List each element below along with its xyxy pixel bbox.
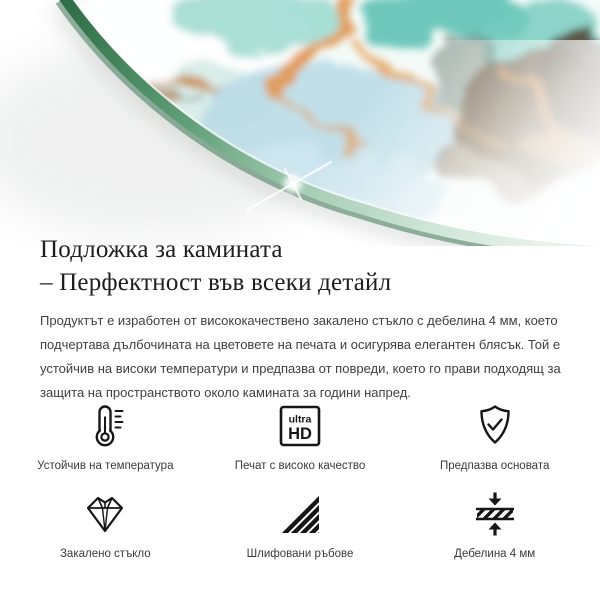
feature-label: Устойчив на температура: [37, 460, 174, 472]
ultra-hd-icon-text-large: HD: [288, 425, 312, 443]
page-title: [40, 233, 391, 299]
feature-protects-base: [397, 400, 592, 474]
feature-label: Закалено стъкло: [59, 548, 151, 560]
feature-label: Печат с високо качество: [234, 460, 366, 472]
shield-check-icon: [471, 400, 519, 452]
feature-temperature-resistant: [8, 400, 203, 474]
feature-polished-edges: [203, 488, 398, 562]
feature-tempered-glass: [8, 488, 203, 562]
product-description: Продуктът е изработен от висококачествено закалено стъкло с дебелина 4 мм, което подчертава дълбочината на цветовете на печата и осигурява елегантен блясък. Той е устойчив на високи температури и предпазва от повреди, което го прави подходящ за защита на пространството около камината за години напред.: [40, 313, 561, 400]
feature-high-quality-print: [203, 400, 398, 474]
ultra-hd-icon-text-small: ultra: [288, 413, 312, 426]
product-image[interactable]: [0, 0, 600, 246]
page-title-line1: Подложка за камината: [40, 236, 283, 263]
page-title-line2: – Перфектност във всеки детайл: [40, 269, 392, 296]
features-grid: [8, 400, 592, 562]
feature-label: Дебелина 4 мм: [454, 548, 536, 560]
polished-edges-icon: [276, 488, 324, 540]
ultra-hd-icon: [276, 400, 324, 452]
feature-label: Предпазва основата: [439, 460, 550, 472]
feature-label: Шлифовани ръбове: [246, 548, 354, 560]
glass-plate-image: [0, 0, 600, 246]
thermometer-icon: [81, 400, 129, 452]
diamond-icon: [81, 488, 129, 540]
thickness-icon: [471, 488, 519, 540]
feature-thickness-4mm: [397, 488, 592, 562]
